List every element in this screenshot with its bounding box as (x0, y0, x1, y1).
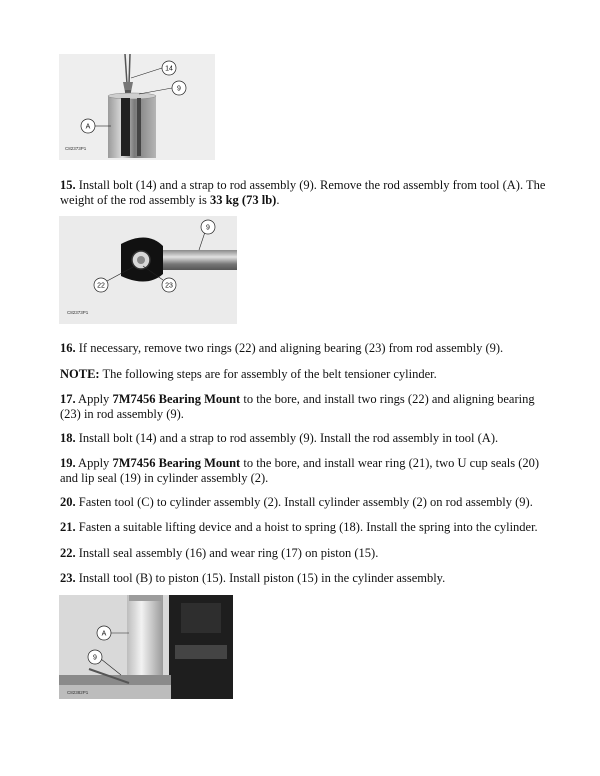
fig1-callout-14: 14 (165, 65, 173, 73)
fig1-code: C82373P1 (65, 146, 87, 151)
step-emphasis: 7M7456 Bearing Mount (112, 456, 241, 470)
fig3-callout-9: 9 (93, 654, 97, 662)
step-number: NOTE: (60, 367, 100, 381)
step-text: Fasten tool (C) to cylinder assembly (2). Install cylinder assembly (2) on rod assembly (9). (75, 495, 533, 509)
step-21 (60, 520, 550, 535)
step-15 (60, 178, 550, 208)
rod-end-bearing-photo (59, 216, 237, 324)
rod-assembly-lift-photo (59, 54, 215, 160)
step-emphasis: 7M7456 Bearing Mount (112, 392, 241, 406)
step-text: Install bolt (14) and a strap to rod assembly (9). Remove the rod assembly from tool (A). The weight of the rod assembly is (60, 178, 546, 207)
fig2-callout-22: 22 (97, 282, 105, 290)
step-text: to the bore, and install two rings (22) and aligning bearing (23) in rod assembly (9). (60, 392, 535, 421)
step-number: 15. (60, 178, 76, 192)
step-text: Apply (75, 392, 113, 406)
step-text: Install tool (B) to piston (15). Install piston (15) in the cylinder assembly. (75, 571, 446, 585)
step-16 (60, 341, 550, 356)
step-number: 17. (60, 392, 76, 406)
step-number: 23. (60, 571, 76, 585)
fig2-callout-9: 9 (206, 224, 210, 232)
fig3-code: C82382P1 (67, 690, 89, 695)
note (60, 367, 550, 382)
fig2-code: C82373P1 (67, 310, 89, 315)
step-18 (60, 431, 550, 446)
step-number: 20. (60, 495, 76, 509)
step-19 (60, 456, 550, 486)
step-text: Install seal assembly (16) and wear ring (17) on piston (15). (75, 546, 379, 560)
step-23 (60, 571, 550, 586)
step-text: . (276, 193, 280, 207)
step-text: If necessary, remove two rings (22) and aligning bearing (23) from rod assembly (9). (75, 341, 504, 355)
step-text: Apply (75, 456, 113, 470)
step-number: 22. (60, 546, 76, 560)
step-text: Fasten a suitable lifting device and a hoist to spring (18). Install the spring into the cylinder. (75, 520, 538, 534)
piston-install-photo (59, 595, 233, 699)
fig2-callout-23: 23 (165, 282, 173, 290)
step-number: 18. (60, 431, 76, 445)
step-20 (60, 495, 550, 510)
step-text: The following steps are for assembly of the belt tensioner cylinder. (99, 367, 437, 381)
fig1-callout-a: A (85, 123, 91, 131)
step-text: to the bore, and install wear ring (21), two U cup seals (20) and lip seal (19) in cylinder assembly (2). (60, 456, 540, 485)
step-number: 21. (60, 520, 76, 534)
step-17 (60, 392, 550, 422)
step-number: 19. (60, 456, 76, 470)
step-number: 16. (60, 341, 76, 355)
step-22 (60, 546, 550, 561)
step-text: Install bolt (14) and a strap to rod assembly (9). Install the rod assembly in tool (A). (75, 431, 499, 445)
fig3-callout-a: A (101, 630, 107, 638)
step-emphasis: 33 kg (73 lb) (209, 193, 277, 207)
fig1-callout-9: 9 (177, 85, 181, 93)
